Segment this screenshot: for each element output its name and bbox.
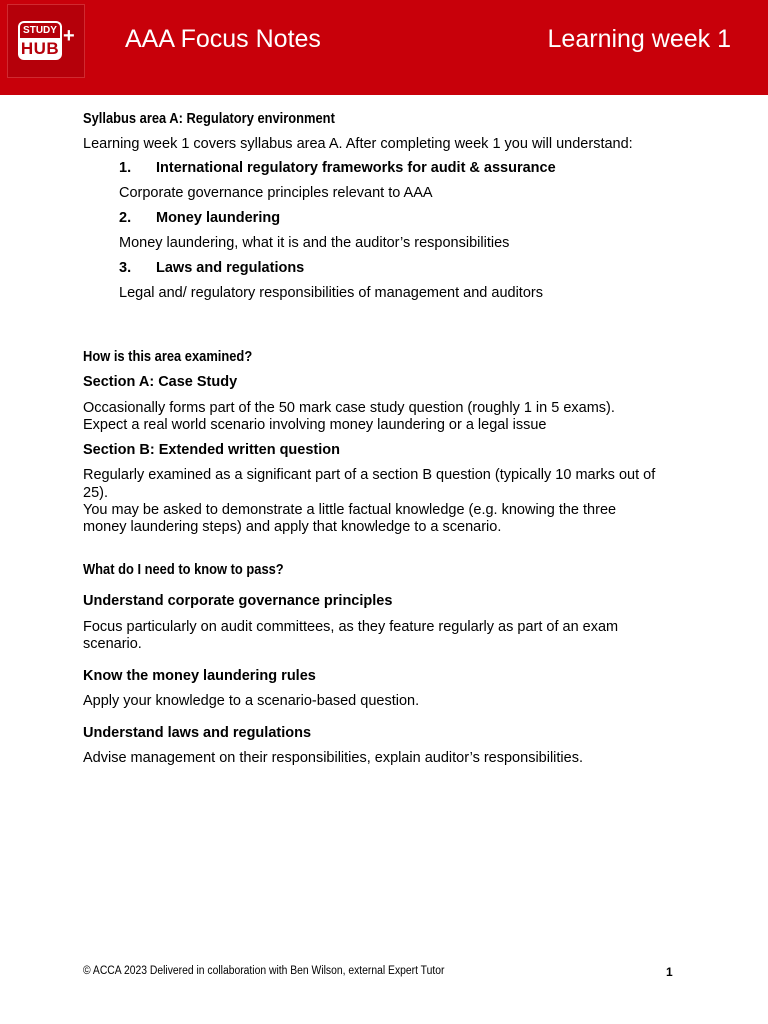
logo-study-text: STUDY <box>18 21 62 38</box>
pass-item-3-title: Understand laws and regulations <box>83 725 312 741</box>
examined-heading: How is this area examined? <box>83 348 253 365</box>
section-a-line-1: Occasionally forms part of the 50 mark case study question (roughly 1 in 5 exams). <box>83 400 615 416</box>
section-b-title: Section B: Extended written question <box>83 442 340 458</box>
header-bar <box>0 0 768 95</box>
footer-copyright: © ACCA 2023 Delivered in collaboration with Ben Wilson, external Expert Tutor <box>83 965 445 977</box>
list-number: 2. <box>119 210 132 226</box>
list-title: Laws and regulations <box>156 260 305 276</box>
section-b-line-1: Regularly examined as a significant part of a section B question (typically 10 marks out of <box>83 467 656 483</box>
syllabus-item-3-title <box>119 260 304 277</box>
section-b-line-3: You may be asked to demonstrate a little factual knowledge (e.g. knowing the three <box>83 502 617 518</box>
pass-item-1-line-1: Focus particularly on audit committees, as they feature regularly as part of an exam <box>83 619 619 635</box>
syllabus-item-3-desc: Legal and/ regulatory responsibilities of management and auditors <box>119 285 543 301</box>
pass-item-1-title: Understand corporate governance principles <box>83 593 393 609</box>
pass-item-2-title: Know the money laundering rules <box>83 668 316 684</box>
logo-plus-icon: + <box>63 25 75 47</box>
syllabus-item-1-desc: Corporate governance principles relevant to AAA <box>119 185 433 201</box>
study-hub-logo <box>7 4 85 78</box>
pass-heading: What do I need to know to pass? <box>83 561 284 578</box>
syllabus-item-2-desc: Money laundering, what it is and the auditor’s responsibilities <box>119 235 510 251</box>
section-a-title: Section A: Case Study <box>83 374 238 390</box>
section-b-line-2: 25). <box>83 485 108 501</box>
pass-item-2-line-1: Apply your knowledge to a scenario-based question. <box>83 693 420 709</box>
syllabus-intro: Learning week 1 covers syllabus area A. After completing week 1 you will understand: <box>83 136 633 152</box>
syllabus-heading: Syllabus area A: Regulatory environment <box>83 110 335 127</box>
list-number: 1. <box>119 160 132 176</box>
list-title: Money laundering <box>156 210 281 226</box>
syllabus-item-1-title <box>119 160 556 177</box>
page-number: 1 <box>666 965 673 979</box>
document-title: AAA Focus Notes <box>125 25 321 53</box>
pass-item-1-line-2: scenario. <box>83 636 142 652</box>
list-title: International regulatory frameworks for audit & assurance <box>156 160 556 176</box>
list-number: 3. <box>119 260 132 276</box>
logo-hub-text: HUB <box>18 38 62 60</box>
learning-week-label: Learning week 1 <box>547 25 731 53</box>
section-b-line-4: money laundering steps) and apply that knowledge to a scenario. <box>83 519 502 535</box>
section-a-line-2: Expect a real world scenario involving money laundering or a legal issue <box>83 417 547 433</box>
syllabus-item-2-title <box>119 210 280 227</box>
pass-item-3-line-1: Advise management on their responsibilities, explain auditor’s responsibilities. <box>83 750 583 766</box>
